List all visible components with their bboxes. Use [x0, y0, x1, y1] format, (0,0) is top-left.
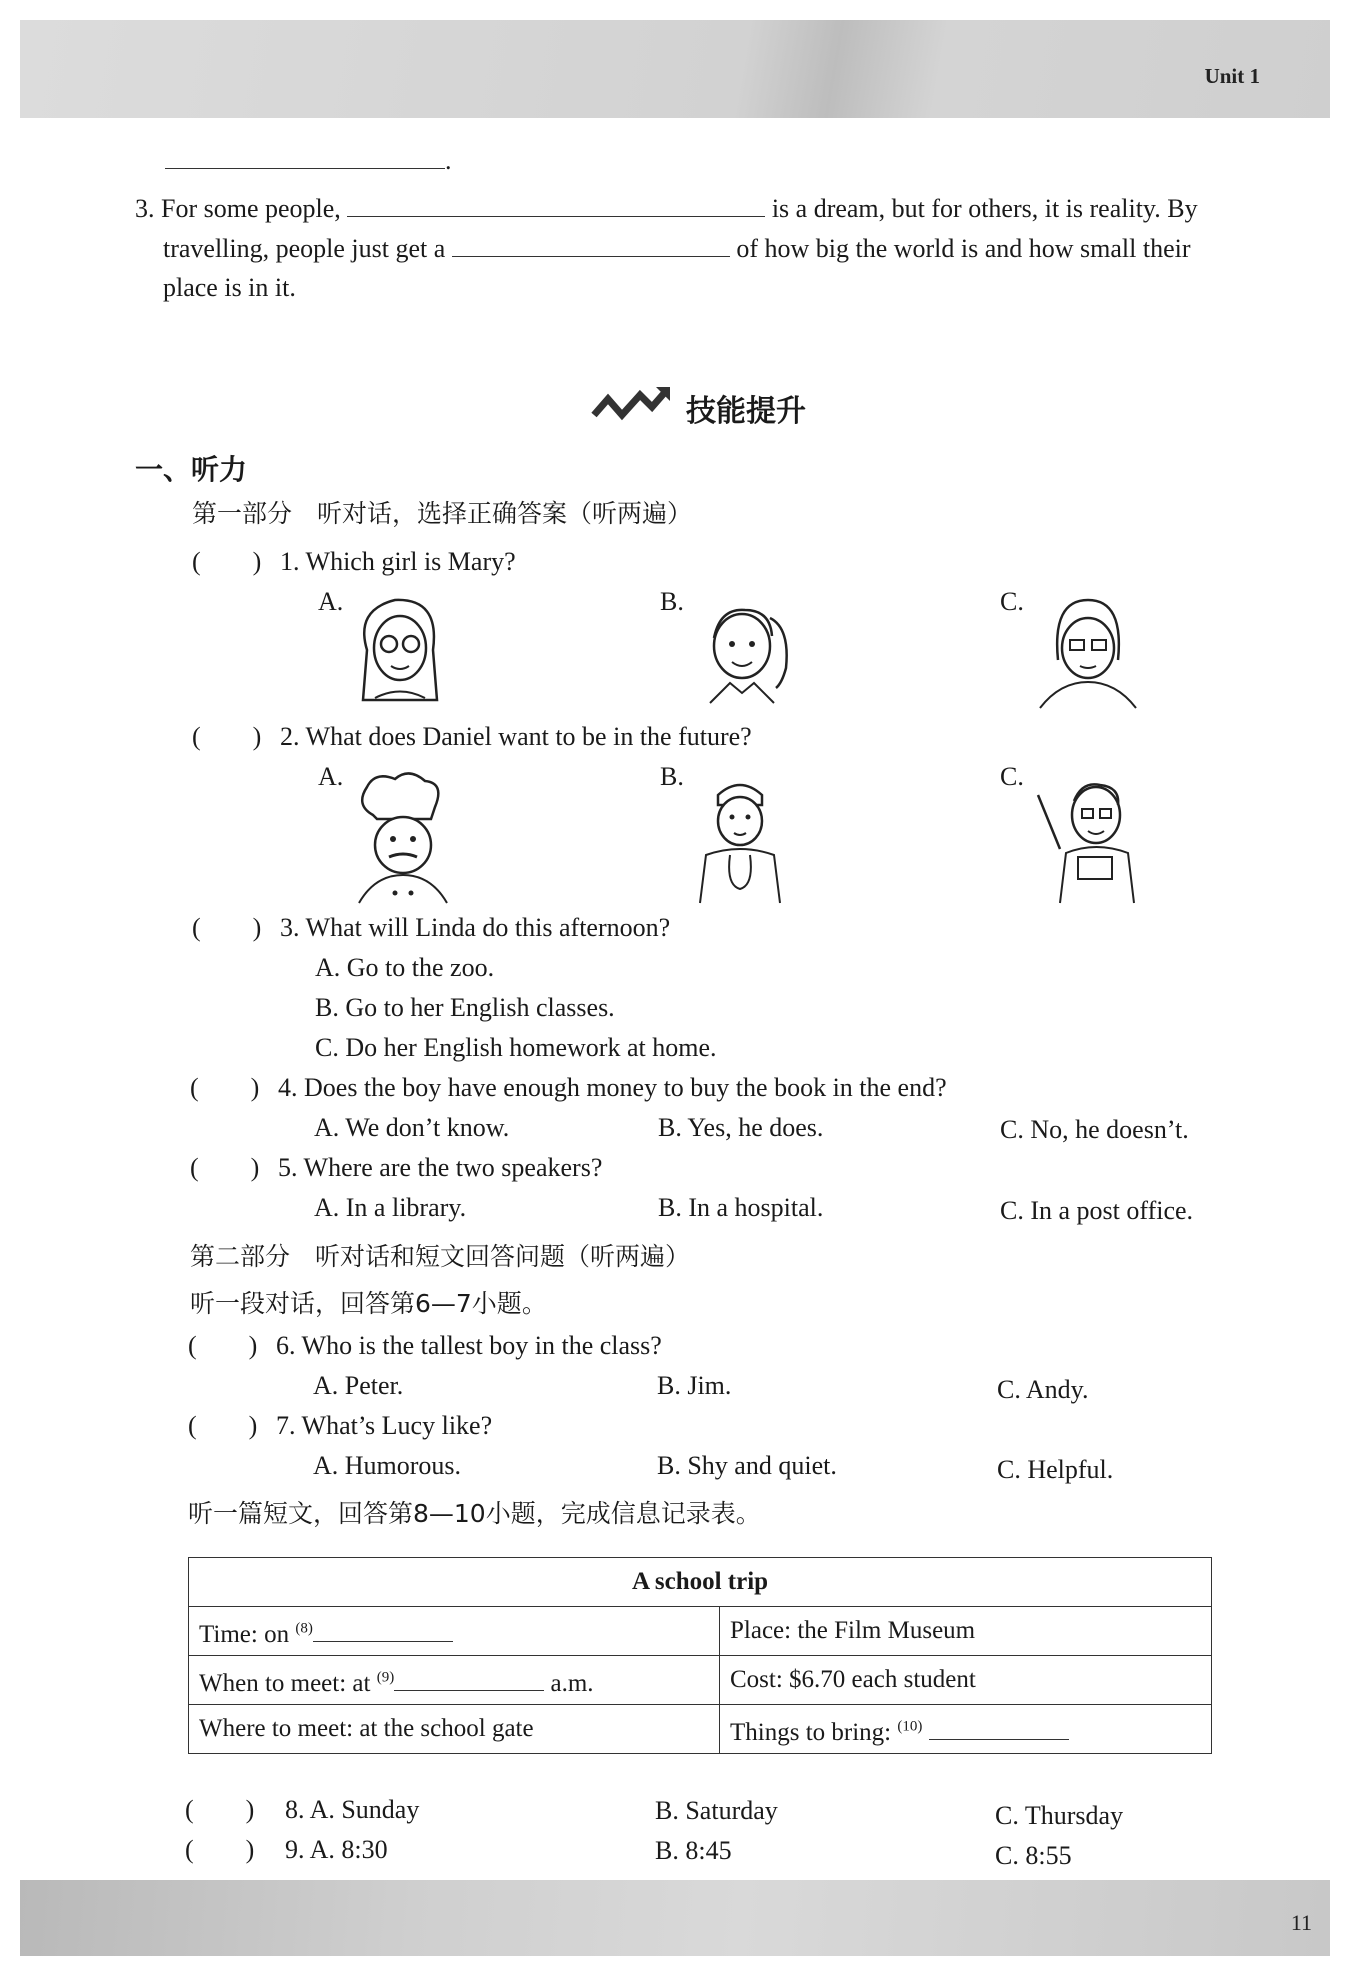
q2-option-c-label: C.: [1000, 762, 1024, 791]
part2-dialogue-note: 听一段对话，回答第6—7小题。: [190, 1289, 547, 1318]
question-6: ( ) 6. Who is the tallest boy in the class?: [188, 1331, 662, 1360]
table-cell-place: Place: the Film Museum: [720, 1607, 1212, 1656]
girl-ponytail-icon: [690, 588, 800, 708]
table-cell-meet-place: Where to meet: at the school gate: [189, 1705, 720, 1754]
table-cell-bring: Things to bring: $^{(10)}$: [720, 1705, 1212, 1754]
girl-with-glasses-icon: [345, 590, 455, 710]
section-title-text: 技能提升: [686, 393, 806, 429]
q7-option-a: A. Humorous.: [313, 1451, 462, 1480]
table-cell-cost: Cost: $6.70 each student: [720, 1656, 1212, 1705]
question-3: ( ) 3. What will Linda do this afternoon?: [192, 913, 671, 942]
q8-option-b: B. Saturday: [655, 1796, 778, 1825]
q3-option-c: C. Do her English homework at home.: [315, 1033, 717, 1062]
q1-option-a-label: A.: [318, 587, 344, 616]
question-8: ( ) 8. A. Sunday: [185, 1795, 420, 1824]
q5-option-c: C. In a post office.: [1000, 1196, 1194, 1225]
q3-line-2: travelling, people just get a of how big the world is and how small their: [163, 228, 1191, 269]
question-2: ( ) 2. What does Daniel want to be in the future?: [192, 722, 752, 751]
question-4: ( ) 4. Does the boy have enough money to buy the book in the end?: [190, 1073, 947, 1102]
school-trip-table: [188, 1557, 1212, 1754]
question-7: ( ) 7. What’s Lucy like?: [188, 1411, 493, 1440]
q6-option-b: B. Jim.: [657, 1371, 732, 1400]
part2-instruction: 第二部分 听对话和短文回答问题（听两遍）: [190, 1242, 691, 1271]
part1-instruction: 第一部分 听对话，选择正确答案（听两遍）: [192, 499, 693, 528]
chef-icon: [345, 765, 455, 905]
footer-band: [20, 1880, 1330, 1956]
blank-8[interactable]: [313, 1613, 453, 1642]
section-title: [590, 385, 806, 430]
doctor-icon: [690, 765, 790, 905]
blank-line-continued: .: [165, 140, 452, 181]
q3-option-b: B. Go to her English classes.: [315, 993, 615, 1022]
question-1: ( ) 1. Which girl is Mary?: [192, 547, 516, 576]
teacher-icon: [1030, 765, 1150, 905]
table-title: A school trip: [189, 1558, 1212, 1607]
q1-option-c-label: C.: [1000, 587, 1024, 616]
q1-option-b-label: B.: [660, 587, 684, 616]
q6-option-c: C. Andy.: [997, 1375, 1089, 1404]
header-band: [20, 20, 1330, 118]
trend-up-icon: [590, 385, 672, 430]
q7-option-b: B. Shy and quiet.: [657, 1451, 837, 1480]
girl-bob-glasses-icon: [1030, 590, 1145, 710]
q4-option-c: C. No, he doesn’t.: [1000, 1115, 1189, 1144]
blank-10[interactable]: [929, 1711, 1069, 1740]
q4-option-a: A. We don’t know.: [314, 1113, 510, 1142]
page-number: 11: [1290, 1910, 1312, 1935]
question-5: ( ) 5. Where are the two speakers?: [190, 1153, 603, 1182]
q6-option-a: A. Peter.: [313, 1371, 404, 1400]
q8-option-c: C. Thursday: [995, 1801, 1124, 1830]
q3-option-a: A. Go to the zoo.: [315, 953, 495, 982]
q2-option-a-label: A.: [318, 762, 344, 791]
unit-label: Unit 1: [1204, 64, 1260, 88]
q4-option-b: B. Yes, he does.: [658, 1113, 824, 1142]
blank-9[interactable]: [394, 1662, 544, 1691]
table-cell-time: Time: on $^{(8)}$: [189, 1607, 720, 1656]
q3-line-3: place is in it.: [163, 273, 296, 302]
q9-option-c: C. 8:55: [995, 1841, 1072, 1870]
part2-passage-note: 听一篇短文，回答第8—10小题，完成信息记录表。: [188, 1499, 761, 1528]
q5-option-a: A. In a library.: [314, 1193, 467, 1222]
q5-option-b: B. In a hospital.: [658, 1193, 824, 1222]
q7-option-c: C. Helpful.: [997, 1455, 1114, 1484]
table-cell-meet-time: When to meet: at $^{(9)}$ a.m.: [189, 1656, 720, 1705]
q9-option-b: B. 8:45: [655, 1836, 732, 1865]
listening-heading: 一、听力: [135, 453, 248, 486]
q2-option-b-label: B.: [660, 762, 684, 791]
q3-line-1: 3. For some people, is a dream, but for others, it is reality. By: [135, 188, 1198, 229]
question-9: ( ) 9. A. 8:30: [185, 1835, 388, 1864]
